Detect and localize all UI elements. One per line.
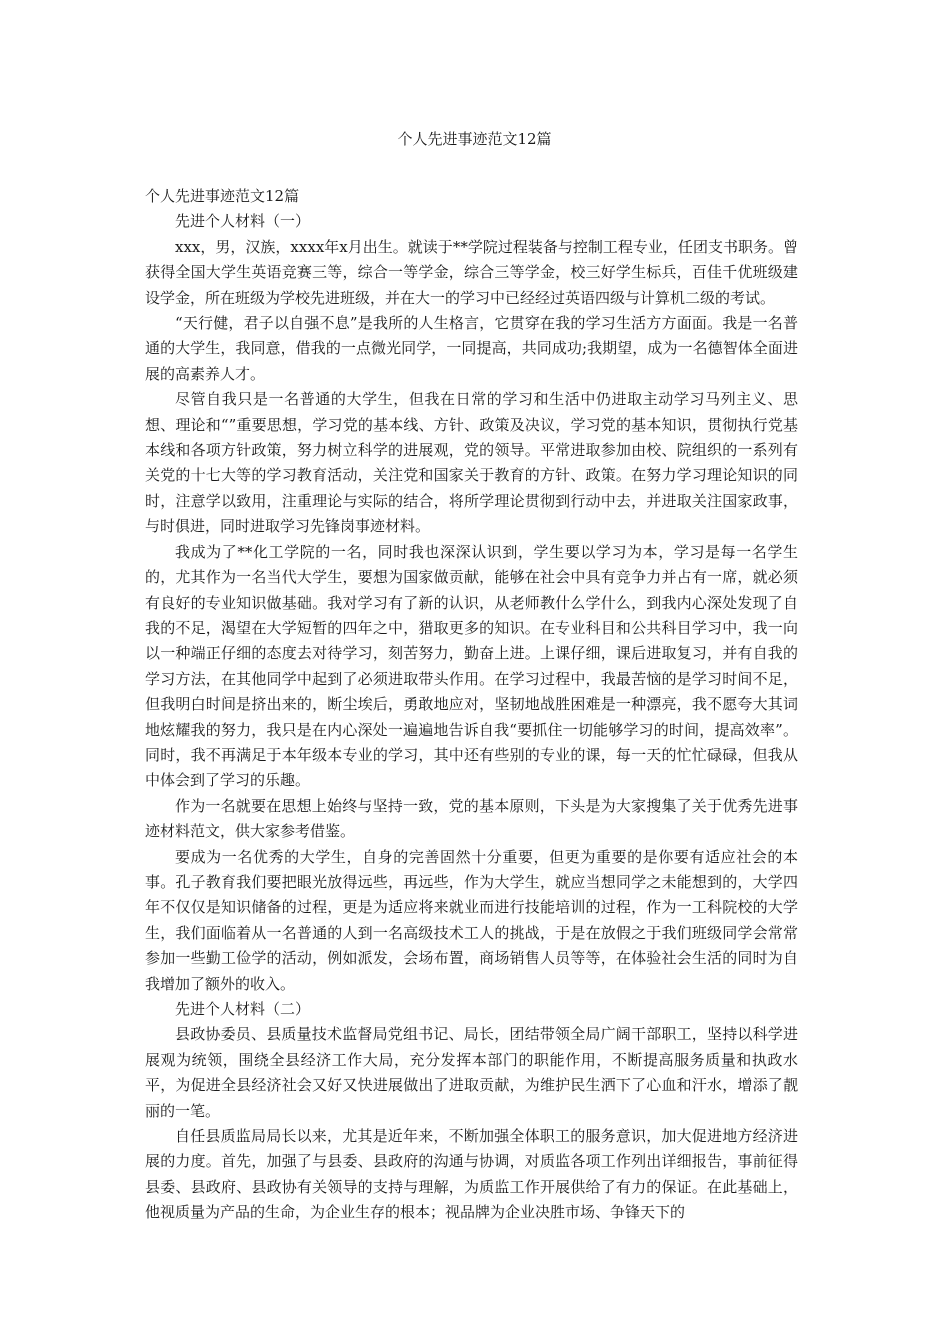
paragraph-7: 县政协委员、县质量技术监督局党组书记、局长，团结带领全局广阔干部职工，坚持以科学进展观为统领，围绕全县经济工作大局，充分发挥本部门的职能作用，不断提高服务质量和执政水平，为促进全县经济社会又好又快进展做出了进取贡献，为维护民生洒下了心血和汗水，增添了靓丽的一笔。 <box>145 1025 798 1120</box>
paragraph-3: 尽管自我只是一名普通的大学生，但我在日常的学习和生活中仍进取主动学习马列主义、思想、理论和“”重要思想，学习党的基本线、方针、政策及决议，学习党的基本知识，贯彻执行党基本线和各项方针政策，努力树立科学的进展观，党的领导。平常进取参加由校、院组织的一系列有关党的十七大等的学习教育活动，关注党和国家关于教育的方针、政策。在努力学习理论知识的同时，注意学以致用，注重理论与实际的结合，将所学理论贯彻到行动中去，并进取关注国家政事，与时俱进，同时进取学习先锋岗事迹材料。 <box>145 390 798 536</box>
section-heading-1: 先进个人材料（一） <box>175 212 311 231</box>
paragraph-4: 我成为了**化工学院的一名，同时我也深深认识到，学生要以学习为本，学习是每一名学生的，尤其作为一名当代大学生，要想为国家做贡献，能够在社会中具有竞争力并占有一席，就必须有良好的专业知识做基础。我对学习有了新的认识，从老师教什么学什么，到我内心深处发现了自我的不足，渴望在大学短暂的四年之中，猎取更多的知识。在专业科目和公共科目学习中，我一向以一种端正仔细的态度去对待学习，刻苦努力，勤奋上进。上课仔细，课后进取复习，并有自我的学习方法，在其他同学中起到了必须进取带头作用。在学习过程中，我最苦恼的是学习时间不足，但我明白时间是挤出来的，断尘埃后，勇敢地应对，坚韧地战胜困难是一种漂亮，我不愿夸大其词地炫耀我的努力，我只是在内心深处一遍遍地告诉自我“要抓住一切能够学习的时间，提高效率”。同时，我不再满足于本年级本专业的学习，其中还有些别的专业的课，每一天的忙忙碌碌，但我从中体会到了学习的乐趣。 <box>145 542 798 790</box>
paragraph-2: “天行健，君子以自强不息”是我所的人生格言，它贯穿在我的学习生活方方面面。我是一名普通的大学生，我同意，借我的一点微光同学，一同提高，共同成功;我期望，成为一名德智体全面进展的高素养人才。 <box>145 314 798 383</box>
document-body <box>145 184 798 1226</box>
document-title: 个人先进事迹范文12篇 <box>397 130 552 148</box>
paragraph-1: xxx，男，汉族，xxxx年x月出生。就读于**学院过程装备与控制工程专业，任团支书职务。曾获得全国大学生英语竞赛三等，综合一等学金，综合三等学金，校三好学生标兵，百佳千优班级建设学金，所在班级为学校先进班级，并在大一的学习中已经经过英语四级与计算机二级的考试。 <box>145 237 798 307</box>
paragraph-6: 要成为一名优秀的大学生，自身的完善固然十分重要，但更为重要的是你要有适应社会的本事。孔子教育我们要把眼光放得远些，再远些，作为大学生，就应当想同学之未能想到的，大学四年不仅仅是知识储备的过程，更是为适应将来就业而进行技能培训的过程，作为一工科院校的大学生，我们面临着从一名普通的人到一名高级技术工人的挑战，于是在放假之于我们班级同学会常常参加一些勤工俭学的活动，例如派发，会场布置，商场销售人员等等，在体验社会生活的同时为自我增加了额外的收入。 <box>145 847 798 993</box>
section-heading-2: 先进个人材料（二） <box>175 1000 311 1018</box>
paragraph-5: 作为一名就要在思想上始终与坚持一致，党的基本原则，下头是为大家搜集了关于优秀先进事迹材料范文，供大家参考借鉴。 <box>145 796 798 841</box>
document-heading: 个人先进事迹范文12篇 <box>145 187 300 205</box>
paragraph-8: 自任县质监局局长以来，尤其是近年来，不断加强全体职工的服务意识，加大促进地方经济进展的力度。首先，加强了与县委、县政府的沟通与协调，对质监各项工作列出详细报告，事前征得县委、县政府、县政协有关领导的支持与理解，为质监工作开展供给了有力的保证。在此基础上，他视质量为产品的生命，为企业生存的根本；视品牌为企业决胜市场、争锋天下的 <box>145 1127 798 1222</box>
